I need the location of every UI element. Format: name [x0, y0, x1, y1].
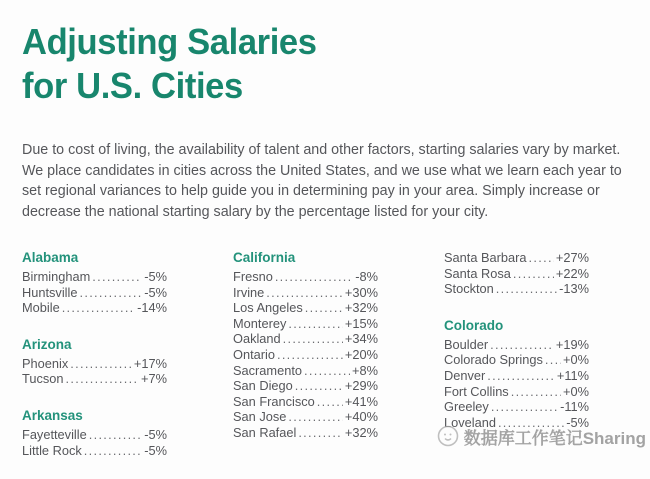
city-adjustment-value: -13%: [559, 281, 589, 297]
city-adjustment-value: +29%: [344, 378, 378, 394]
state-group: [22, 250, 167, 316]
dot-leader: [275, 269, 353, 285]
intro-paragraph: Due to cost of living, the availability of talent and other factors, starting salaries vary by market. We place candidates in cities across the United States, and we use what we learn each year to set regional variances to help guide you in determining pay in your area. Simply increase or decrease the national starting salary by the percentage listed for your city.: [22, 142, 622, 220]
city-row: [233, 409, 378, 425]
city-adjustment-value: -5%: [566, 414, 589, 430]
city-row: [233, 285, 378, 301]
city-name: Ontario: [233, 346, 275, 362]
dot-leader: [511, 384, 561, 400]
dot-leader: [304, 363, 350, 379]
city-adjustment-value: -5%: [144, 442, 167, 458]
dot-leader: [84, 443, 142, 459]
dot-leader: [490, 337, 554, 353]
city-name: Monterey: [233, 315, 287, 331]
city-name: Phoenix: [22, 355, 69, 371]
city-name: Sacramento: [233, 362, 302, 378]
city-adjustment-value: +7%: [141, 371, 167, 387]
state-header: Arizona: [22, 336, 72, 352]
city-name: Tucson: [22, 371, 64, 387]
dot-leader: [295, 378, 343, 394]
dot-leader: [266, 285, 343, 301]
city-name: Loveland: [444, 414, 496, 430]
city-row: [444, 337, 589, 353]
city-adjustment-value: +22%: [555, 265, 589, 281]
dot-leader: [66, 371, 140, 387]
city-adjustment-value: +11%: [556, 367, 589, 383]
city-row: [233, 378, 378, 394]
dot-leader: [62, 300, 135, 316]
dot-leader: [487, 368, 555, 384]
city-name: Greeley: [444, 399, 489, 415]
state-group: [444, 250, 589, 297]
city-name: Santa Barbara: [444, 250, 527, 265]
dot-leader: [305, 300, 343, 316]
city-name: San Jose: [233, 409, 287, 425]
city-name: Mobile: [22, 300, 60, 316]
dot-leader: [288, 409, 343, 425]
city-adjustment-value: -5%: [144, 426, 167, 442]
city-row: [444, 384, 589, 400]
city-row: [233, 347, 378, 363]
city-name: Huntsville: [22, 284, 78, 300]
city-name: Fort Collins: [444, 383, 509, 399]
city-adjustment-value: +41%: [344, 393, 378, 409]
city-name: San Diego: [233, 378, 293, 394]
dot-leader: [545, 352, 561, 368]
city-name: Santa Rosa: [444, 265, 511, 281]
city-name: Fresno: [233, 269, 273, 284]
city-row: [22, 356, 167, 372]
city-adjustment-value: +30%: [344, 284, 378, 300]
page-title-line1: Adjusting Salaries: [22, 21, 317, 62]
state-group: [22, 408, 167, 458]
dot-leader: [89, 427, 143, 443]
city-row: [444, 281, 589, 297]
city-name: Fayetteville: [22, 426, 87, 442]
city-row: [444, 266, 589, 282]
city-row: [233, 394, 378, 410]
city-row: [233, 300, 378, 316]
city-adjustment-value: +8%: [352, 362, 378, 378]
city-adjustment-value: -5%: [144, 284, 167, 300]
city-adjustment-value: -5%: [144, 269, 167, 284]
city-name: Stockton: [444, 281, 494, 297]
city-row: [22, 427, 167, 443]
state-header: California: [233, 250, 296, 265]
dot-leader: [283, 331, 343, 347]
mascot-face-icon: [435, 423, 461, 449]
city-row: [444, 352, 589, 368]
dot-leader: [317, 394, 343, 410]
city-row: [22, 285, 167, 301]
city-row: [233, 316, 378, 332]
dot-leader: [92, 269, 142, 285]
dot-leader: [79, 285, 142, 301]
city-name: Irvine: [233, 284, 265, 300]
city-adjustment-value: +32%: [344, 300, 378, 316]
dot-leader: [298, 425, 343, 441]
city-row: [233, 331, 378, 347]
state-header: Alabama: [22, 250, 79, 265]
city-name: Little Rock: [22, 442, 82, 458]
state-header: Colorado: [444, 317, 504, 333]
city-adjustment-value: +20%: [344, 346, 378, 362]
watermark: [435, 423, 646, 449]
city-adjustment-value: +34%: [344, 331, 378, 347]
watermark-text: 数据库工作笔记Sharing: [463, 428, 646, 448]
city-adjustment-value: +27%: [555, 250, 589, 265]
city-adjustment-value: +17%: [133, 355, 167, 371]
city-name: Los Angeles: [233, 300, 303, 316]
city-adjustment-value: +32%: [344, 424, 378, 440]
city-row: [22, 300, 167, 316]
dot-leader: [277, 347, 343, 363]
state-group: [233, 250, 378, 441]
dot-leader: [288, 316, 343, 332]
city-adjustment-value: -11%: [560, 399, 589, 415]
salary-column: [22, 250, 167, 479]
city-adjustment-value: -14%: [137, 300, 167, 316]
city-name: San Francisco: [233, 393, 315, 409]
city-name: Colorado Springs: [444, 352, 543, 368]
page-title-line2: for U.S. Cities: [22, 65, 243, 106]
dot-leader: [491, 399, 558, 415]
state-group: [22, 337, 167, 387]
page-title: [22, 20, 604, 108]
city-row: [444, 250, 589, 266]
city-row: [444, 399, 589, 415]
city-row: [233, 425, 378, 441]
dot-leader: [529, 250, 554, 266]
state-header: Arkansas: [22, 407, 83, 423]
city-name: Birmingham: [22, 269, 91, 284]
city-row: [444, 368, 589, 384]
city-adjustment-value: +0%: [563, 383, 589, 399]
city-row: [22, 443, 167, 459]
city-adjustment-value: +40%: [344, 409, 378, 425]
salary-column: [233, 250, 378, 479]
city-adjustment-value: -8%: [355, 269, 378, 284]
dot-leader: [513, 266, 554, 282]
state-group: [444, 318, 589, 431]
city-name: San Rafael: [233, 424, 297, 440]
city-row: [233, 363, 378, 379]
city-name: Boulder: [444, 336, 489, 352]
city-row: [22, 269, 167, 285]
dot-leader: [496, 281, 557, 297]
city-row: [22, 371, 167, 387]
city-adjustment-value: +19%: [555, 336, 589, 352]
city-name: Oakland: [233, 331, 281, 347]
dot-leader: [70, 356, 132, 372]
city-adjustment-value: +0%: [563, 352, 589, 368]
city-row: [233, 269, 378, 285]
city-name: Denver: [444, 367, 486, 383]
city-adjustment-value: +15%: [344, 315, 378, 331]
